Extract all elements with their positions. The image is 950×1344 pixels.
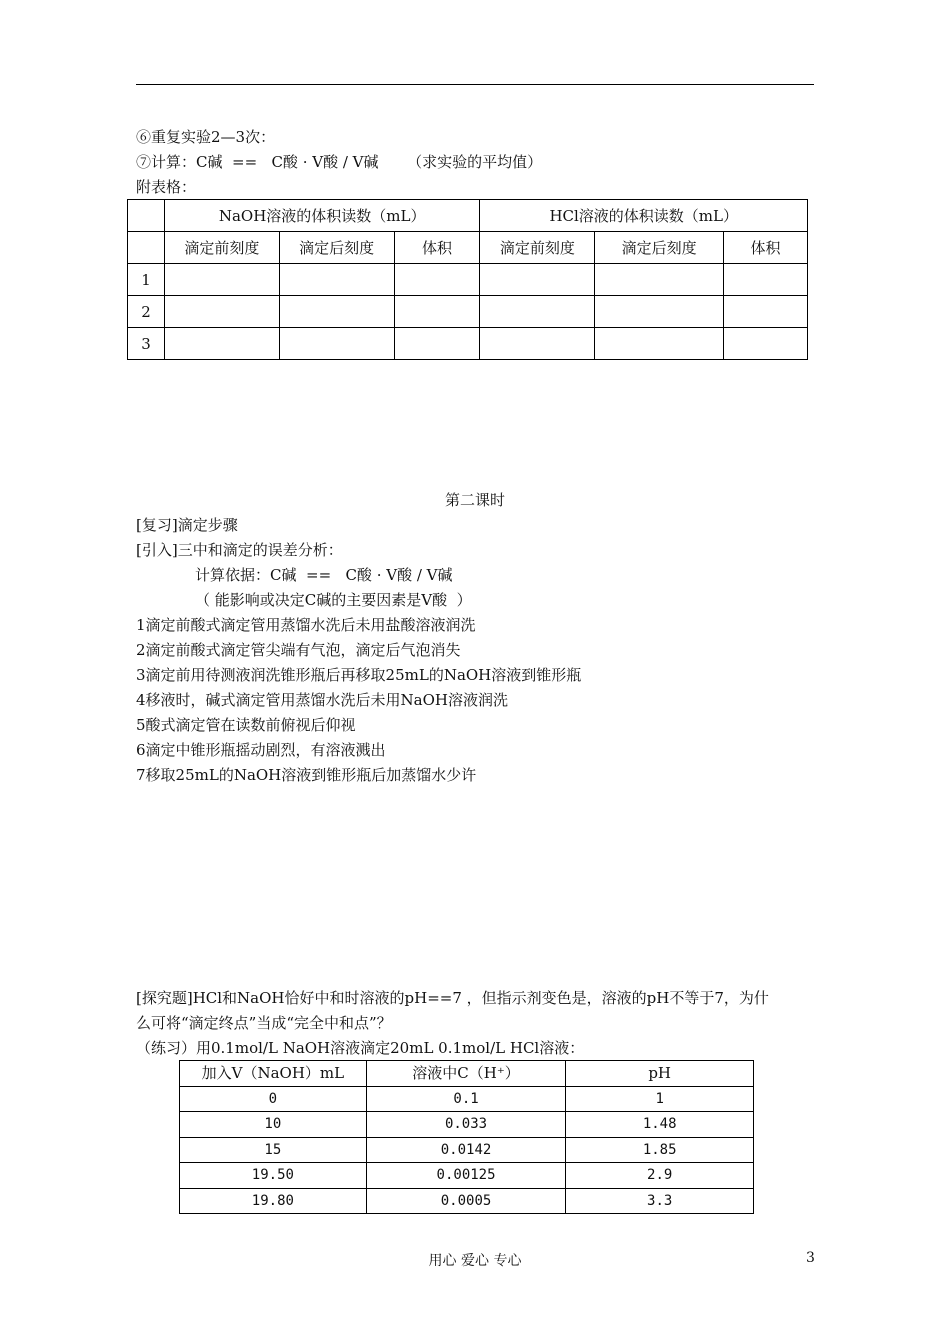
empty-cell bbox=[279, 328, 394, 360]
empty-cell bbox=[724, 328, 808, 360]
column-header: 体积 bbox=[394, 232, 480, 264]
table-corner-cell bbox=[128, 200, 165, 232]
table-corner-cell bbox=[128, 232, 165, 264]
empty-cell bbox=[164, 296, 279, 328]
section-title: 第二课时 bbox=[444, 491, 505, 509]
table-row bbox=[180, 1163, 754, 1189]
empty-cell bbox=[480, 328, 595, 360]
explore-question-line-2: 么可将“滴定终点”当成“完全中和点”？ bbox=[136, 1014, 392, 1032]
ph-cell: 1.85 bbox=[566, 1137, 754, 1163]
attached-table-label: 附表格： bbox=[136, 178, 197, 196]
empty-cell bbox=[595, 328, 724, 360]
empty-cell bbox=[595, 296, 724, 328]
table-row bbox=[128, 264, 808, 296]
empty-cell bbox=[279, 264, 394, 296]
empty-cell bbox=[480, 296, 595, 328]
concentration-cell: 0.00125 bbox=[366, 1163, 566, 1189]
ph-cell: 1 bbox=[566, 1086, 754, 1112]
explore-question-line-1: [探究题]HCl和NaOH恰好中和时溶液的pH==7 ，但指示剂变色是，溶液的pH不等于7，为什 bbox=[136, 989, 769, 1007]
error-item: 2滴定前酸式滴定管尖端有气泡，滴定后气泡消失 bbox=[136, 641, 461, 659]
error-item: 7移取25mL的NaOH溶液到锥形瓶后加蒸馏水少许 bbox=[136, 766, 477, 784]
concentration-cell: 0.0142 bbox=[366, 1137, 566, 1163]
empty-cell bbox=[164, 264, 279, 296]
row-label: 3 bbox=[128, 328, 165, 360]
concentration-cell: 0.0005 bbox=[366, 1188, 566, 1214]
table-row bbox=[128, 328, 808, 360]
volume-cell: 19.50 bbox=[180, 1163, 367, 1189]
intro-line: [引入]三中和滴定的误差分析： bbox=[136, 541, 343, 559]
ph-data-table bbox=[179, 1060, 754, 1214]
column-header: 滴定前刻度 bbox=[480, 232, 595, 264]
step-6-line: ⑥重复实验2—3次： bbox=[136, 128, 276, 146]
table-row bbox=[180, 1086, 754, 1112]
volume-cell: 15 bbox=[180, 1137, 367, 1163]
empty-cell bbox=[480, 264, 595, 296]
naoh-group-header: NaOH溶液的体积读数（mL） bbox=[164, 200, 480, 232]
step-7-formula-line: ⑦计算：C碱 == C酸 · V酸 / V碱 （求实验的平均值） bbox=[136, 153, 543, 171]
error-item: 1滴定前酸式滴定管用蒸馏水洗后未用盐酸溶液润洗 bbox=[136, 616, 476, 634]
column-header: 加入V（NaOH）mL bbox=[180, 1061, 367, 1087]
calc-basis-line: 计算依据：C碱 == C酸 · V酸 / V碱 bbox=[195, 566, 453, 584]
exercise-line: （练习）用0.1mol/L NaOH溶液滴定20mL 0.1mol/L HCl溶液： bbox=[136, 1039, 585, 1057]
review-line: [复习]滴定步骤 bbox=[136, 516, 238, 534]
concentration-cell: 0.1 bbox=[366, 1086, 566, 1112]
titration-readings-table bbox=[127, 199, 808, 360]
table-row bbox=[180, 1112, 754, 1138]
column-header: 滴定后刻度 bbox=[279, 232, 394, 264]
column-header: pH bbox=[566, 1061, 754, 1087]
volume-cell: 19.80 bbox=[180, 1188, 367, 1214]
error-item: 5酸式滴定管在读数前俯视后仰视 bbox=[136, 716, 356, 734]
empty-cell bbox=[394, 296, 480, 328]
page-footer: 用心 爱心 专心 bbox=[428, 1253, 522, 1269]
hcl-group-header: HCl溶液的体积读数（mL） bbox=[480, 200, 808, 232]
table-row bbox=[180, 1137, 754, 1163]
page-number: 3 bbox=[806, 1250, 815, 1266]
empty-cell bbox=[595, 264, 724, 296]
concentration-cell: 0.033 bbox=[366, 1112, 566, 1138]
ph-cell: 2.9 bbox=[566, 1163, 754, 1189]
row-label: 1 bbox=[128, 264, 165, 296]
column-header: 溶液中C（H⁺） bbox=[366, 1061, 566, 1087]
ph-cell: 3.3 bbox=[566, 1188, 754, 1214]
error-item: 3滴定前用待测液润洗锥形瓶后再移取25mL的NaOH溶液到锥形瓶 bbox=[136, 666, 582, 684]
empty-cell bbox=[394, 328, 480, 360]
error-item: 6滴定中锥形瓶摇动剧烈，有溶液溅出 bbox=[136, 741, 386, 759]
volume-cell: 10 bbox=[180, 1112, 367, 1138]
volume-cell: 0 bbox=[180, 1086, 367, 1112]
empty-cell bbox=[394, 264, 480, 296]
empty-cell bbox=[724, 264, 808, 296]
row-label: 2 bbox=[128, 296, 165, 328]
empty-cell bbox=[279, 296, 394, 328]
column-header: 滴定后刻度 bbox=[595, 232, 724, 264]
table-row bbox=[128, 296, 808, 328]
note-line: （ 能影响或决定C碱的主要因素是V酸 ） bbox=[195, 591, 472, 609]
error-item: 4移液时，碱式滴定管用蒸馏水洗后未用NaOH溶液润洗 bbox=[136, 691, 508, 709]
header-rule bbox=[136, 84, 814, 85]
table-row bbox=[180, 1188, 754, 1214]
column-header: 滴定前刻度 bbox=[164, 232, 279, 264]
empty-cell bbox=[164, 328, 279, 360]
column-header: 体积 bbox=[724, 232, 808, 264]
empty-cell bbox=[724, 296, 808, 328]
ph-cell: 1.48 bbox=[566, 1112, 754, 1138]
